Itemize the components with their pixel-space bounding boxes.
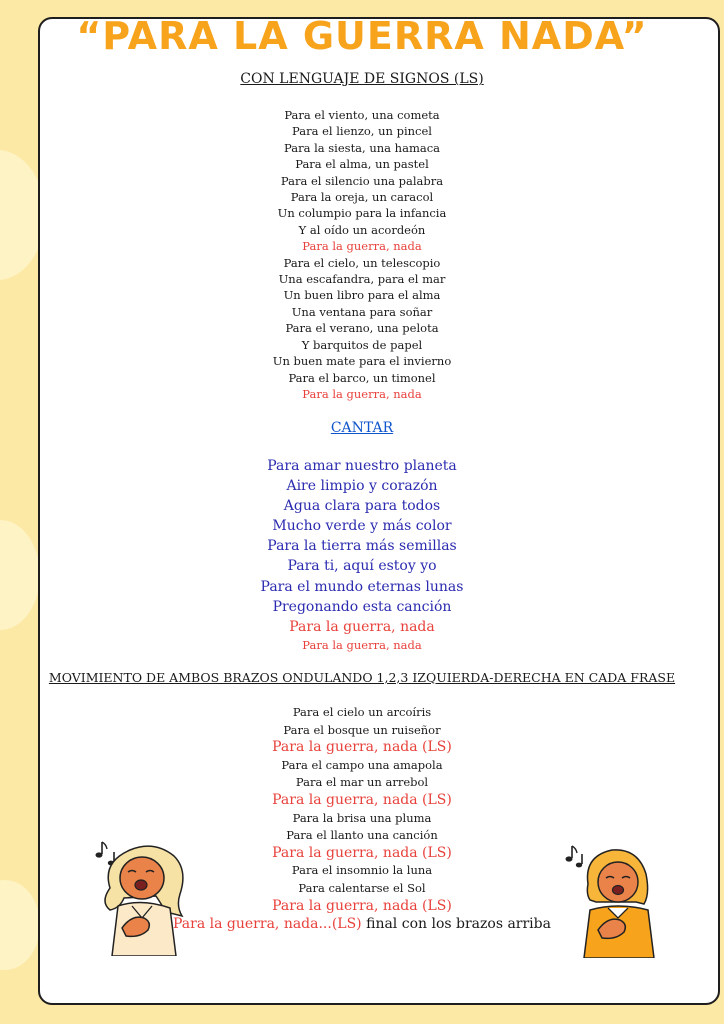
final-instruction: final con los brazos arriba xyxy=(361,916,551,932)
refrain-line: Para la guerra, nada xyxy=(302,239,422,254)
music-note-icon xyxy=(566,846,583,867)
lyric-line: Agua clara para todos xyxy=(283,498,441,515)
lyric-line: Y al oído un acordeón xyxy=(298,222,426,237)
lyric-line: Una ventana para soñar xyxy=(291,304,433,319)
lyric-line: Para la brisa una pluma xyxy=(292,810,432,825)
page-title: “PARA LA GUERRA NADA” xyxy=(76,14,648,58)
refrain-line: Para la guerra, nada (LS) xyxy=(272,897,452,914)
lyric-line: Una escafandra, para el mar xyxy=(278,272,446,287)
chorus-refrain: Para la guerra, nada xyxy=(289,618,435,635)
chorus-refrain-small: Para la guerra, nada xyxy=(302,637,422,652)
lyric-line: Para el insomnio la luna xyxy=(291,863,433,878)
lyric-line: Para el llanto una canción xyxy=(286,828,438,843)
refrain-line: Para la guerra, nada (LS) xyxy=(272,739,452,756)
movement-heading: MOVIMIENTO DE AMBOS BRAZOS ONDULANDO 1,2,3 IZQUIERDA-DERECHA EN CADA FRASE xyxy=(48,670,676,685)
lyric-line: Para el mundo eternas lunas xyxy=(260,578,464,595)
lyric-line: Y barquitos de papel xyxy=(301,337,423,352)
lyric-line: Para el viento, una cometa xyxy=(284,108,440,122)
lyric-line: Para el cielo un arcoíris xyxy=(292,705,432,719)
chorus-block xyxy=(0,456,724,654)
lyric-line: Para ti, aquí estoy yo xyxy=(287,558,437,575)
refrain-line: Para la guerra, nada xyxy=(302,386,422,401)
lyric-line: Para el campo una amapola xyxy=(281,757,443,772)
lyric-line: Para el mar un arrebol xyxy=(295,775,429,790)
lyric-line: Aire limpio y corazón xyxy=(286,478,438,495)
lyric-line: Un columpio para la infancia xyxy=(277,206,447,221)
refrain-line: Para la guerra, nada (LS) xyxy=(272,791,452,808)
lyric-line: Pregonando esta canción xyxy=(272,598,452,615)
lyric-line: Para calentarse el Sol xyxy=(298,880,426,895)
lyric-line: Un buen libro para el alma xyxy=(283,288,441,303)
lyric-line: Para el verano, una pelota xyxy=(285,321,439,336)
final-refrain: Para la guerra, nada...(LS) xyxy=(173,916,362,932)
lyric-line: Para el silencio una palabra xyxy=(280,173,444,188)
singing-child-left-illustration xyxy=(92,832,202,956)
lyric-line: Para el bosque un ruiseñor xyxy=(283,722,441,737)
music-note-icon xyxy=(96,842,115,865)
lyric-line: Para el lienzo, un pincel xyxy=(292,124,432,139)
verses-sign-language xyxy=(0,107,724,402)
lyric-line: Un buen mate para el invierno xyxy=(272,354,452,369)
lyric-line: Para el alma, un pastel xyxy=(295,157,429,172)
lyric-line: Para el barco, un timonel xyxy=(288,370,436,385)
lyric-line: Para la siesta, una hamaca xyxy=(284,140,440,155)
lyric-line: Para la tierra más semillas xyxy=(267,538,457,555)
sing-heading: CANTAR xyxy=(330,420,394,436)
singing-child-right-illustration xyxy=(562,838,672,958)
lyric-line: Para amar nuestro planeta xyxy=(267,458,457,474)
lyric-line: Para la oreja, un caracol xyxy=(290,190,434,205)
lyric-line: Para el cielo, un telescopio xyxy=(283,255,441,270)
sign-language-heading: CON LENGUAJE DE SIGNOS (LS) xyxy=(240,71,484,87)
lyric-line: Mucho verde y más color xyxy=(272,518,452,535)
refrain-line: Para la guerra, nada (LS) xyxy=(272,844,452,861)
